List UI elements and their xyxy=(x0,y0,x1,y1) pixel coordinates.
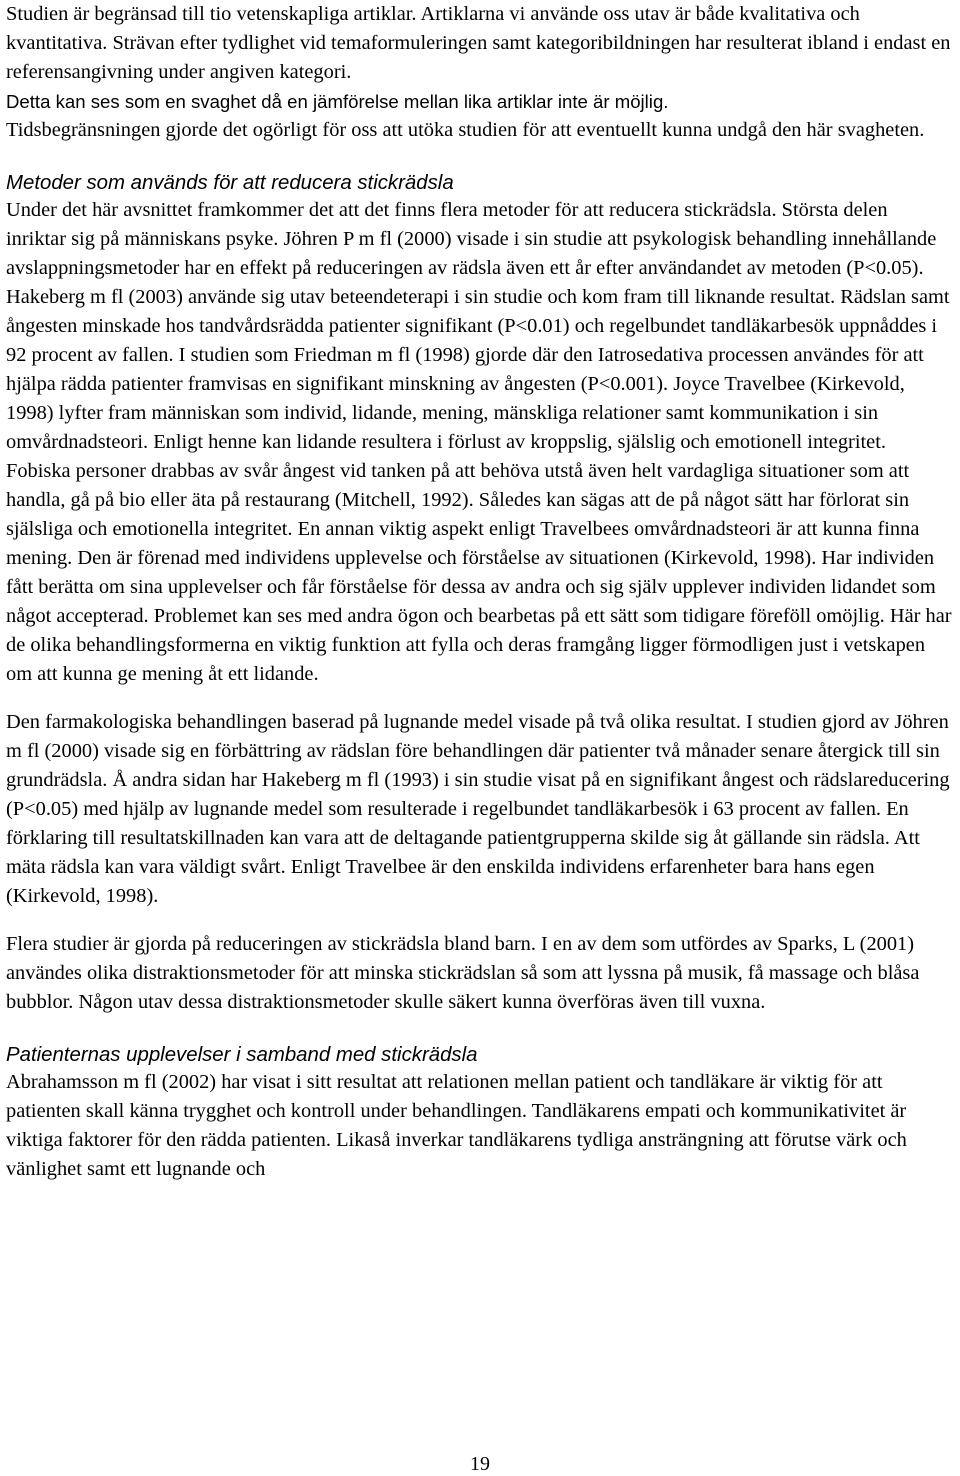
page-number: 19 xyxy=(470,1453,490,1475)
methods-paragraph-3: Flera studier är gjorda på reduceringen av stickrädsla bland barn. I en av dem som utfördes av Sparks, L (2001) användes olika distraktionsmetoder för att minska stickrädslan så som att lyssna på musik, få massage och blåsa bubblor. Någon utav dessa distraktionsmetoder skulle säkert kunna överföras även till vuxna. xyxy=(6,933,920,1013)
methods-paragraph-1: Under det här avsnittet framkommer det att det finns flera metoder för att reducera stickrädsla. Största delen inriktar sig på människans psyke. Jöhren P m fl (2000) visade i sin studie att psykologisk behandling innehållande avslappningsmetoder har en effekt på reduceringen av rädsla även ett år efter användandet av metoden (P<0.05). Hakeberg m fl (2003) använde sig utav beteendeterapi i sin studie och kom fram till liknande resultat. Rädslan samt ångesten minskade hos tandvårdsrädda patienter signifikant (P<0.01) och regelbundet tandläkarbesök uppnåddes i 92 procent av fallen. I studien som Friedman m fl (1998) gjorde där den Iatrosedativa processen användes för att hjälpa rädda patienter framvisas en signifikant minskning av ångesten (P<0.001). Joyce Travelbee (Kirkevold, 1998) lyfter fram människan som individ, lidande, mening, mänskliga relationer samt kommunikation i sin omvårdnadsteori. Enligt henne kan lidande resultera i förlust av kroppslig, själslig och emotionell integritet. Fobiska personer drabbas av svår ångest vid tanken på att behöva utstå även helt vardagliga situationer som att handla, gå på bio eller äta på restaurang (Mitchell, 1992). Således kan sägas att de på något sätt har förlorat sin själsliga och emotionella integritet. En annan viktig aspekt enligt Travelbees omvårdnadsteori är att kunna finna mening. Den är förenad med individens upplevelse och förståelse av situationen (Kirkevold, 1998). Har individen fått berätta om sina upplevelser och får förståelse för dessa av andra och sig själv upplever individen lidandet som något accepterad. Problemet kan ses med andra ögon och bearbetas på ett sätt som tidigare föreföll omöjlig. Här har de olika behandlingsformerna en viktig funktion att fylla och deras framgång ligger förmodligen just i vetskapen om att kunna ge mening åt ett lidande. xyxy=(6,199,952,685)
document-page xyxy=(6,0,952,1184)
intro-text-part-2: Detta kan ses som en svaghet då en jämförelse mellan lika artiklar inte är möjlig. xyxy=(6,91,669,112)
intro-text-part-1: Studien är begränsad till tio vetenskapliga artiklar. Artiklarna vi använde oss utav är både kvalitativa och kvantitativa. Strävan efter tydlighet vid temaformuleringen samt kategoribildningen har resulterat ibland i endast en referensangivning under angiven kategori. xyxy=(6,3,951,83)
section-heading-experiences: Patienternas upplevelser i samband med stickrädsla xyxy=(6,1044,478,1066)
methods-paragraph-2: Den farmakologiska behandlingen baserad på lugnande medel visade på två olika resultat. I studien gjord av Jöhren m fl (2000) visade sig en förbättring av rädslan före behandlingen där patienter två månader senare återgick till sin grundrädsla. Å andra sidan har Hakeberg m fl (1993) i sin studie visat på en signifikant ångest och rädslareducering (P<0.05) med hjälp av lugnande medel som resulterade i regelbundet tandläkarbesök i 63 procent av fallen. En förklaring till resultatskillnaden kan vara att de deltagande patientgrupperna skilde sig åt gällande sin rädsla. Att mäta rädsla kan vara väldigt svårt. Enligt Travelbee är den enskilda individens erfarenheter bara hans egen (Kirkevold, 1998). xyxy=(6,711,950,907)
experiences-paragraph-1: Abrahamsson m fl (2002) har visat i sitt resultat att relationen mellan patient och tandläkare är viktig för att patienten skall känna trygghet och kontroll under behandlingen. Tandläkarens empati och kommunikativitet är viktiga faktorer för den rädda patienten. Likaså inverkar tandläkarens tydliga ansträngning att förutse värk och vänlighet samt ett lugnande och xyxy=(6,1071,907,1180)
intro-paragraph xyxy=(6,0,952,145)
intro-text-part-3: Tidsbegränsningen gjorde det ogörligt för oss att utöka studien för att eventuellt kunna undgå den här svagheten. xyxy=(6,119,925,141)
section-heading-methods: Metoder som används för att reducera stickrädsla xyxy=(6,172,454,194)
